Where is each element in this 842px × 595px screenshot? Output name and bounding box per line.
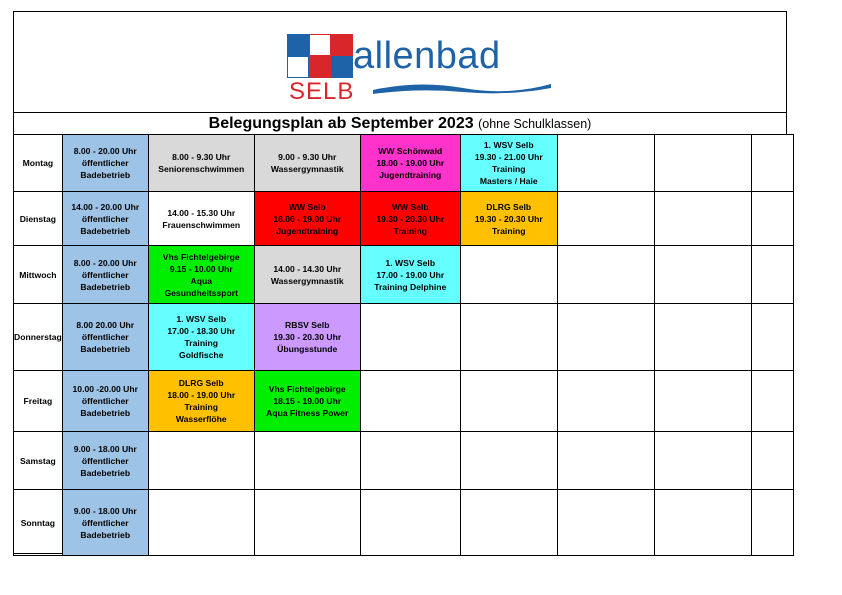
cell-line: 19.30 - 20.30 Uhr (376, 213, 445, 224)
schedule-cell (254, 304, 360, 371)
day-label: Samstag (19, 455, 56, 466)
day-label: Mittwoch (19, 269, 57, 280)
cell-line: öffentlicher (81, 396, 129, 406)
schedule-cell (654, 246, 751, 304)
cell-line: Training Delphine (374, 281, 447, 292)
cell-line: 9.00 - 18.00 Uhr (73, 505, 137, 516)
cell-line: Training (492, 225, 526, 236)
cell-line: Badebetrieb (80, 170, 131, 180)
logo-square-white-mid (287, 56, 309, 78)
cell-line: 1. WSV Selb (483, 140, 534, 150)
logo-square-white-top (309, 34, 331, 56)
cell-line: 14.00 - 20.00 Uhr (71, 201, 140, 212)
schedule-cell (360, 304, 460, 371)
cell-line: 19.30 - 21.00 Uhr (474, 152, 543, 162)
schedule-table (13, 134, 794, 556)
day-label: Montag (22, 158, 54, 168)
schedule-cell (254, 432, 360, 490)
logo-city: SELB (289, 78, 355, 105)
cell-line: DLRG Selb (178, 378, 224, 388)
schedule-cell (654, 432, 751, 490)
cell-line: Training (393, 225, 427, 236)
cell-line: 17.00 - 19.00 Uhr (376, 269, 445, 280)
schedule-cell (557, 371, 654, 432)
table-row (14, 432, 794, 490)
schedule-cell (254, 490, 360, 556)
schedule-cell (460, 304, 557, 371)
schedule-cell (460, 490, 557, 556)
schedule-cell (62, 246, 148, 304)
schedule-cell (751, 371, 793, 432)
schedule-cell (460, 246, 557, 304)
day-cell (14, 246, 63, 304)
schedule-cell (62, 371, 148, 432)
day-label: Sonntag (20, 517, 56, 528)
cell-line: Wasserflöhe (175, 414, 227, 424)
schedule-cell (557, 490, 654, 556)
schedule-cell (557, 192, 654, 246)
schedule-cell (254, 246, 360, 304)
schedule-cell (360, 371, 460, 432)
schedule-cell (148, 371, 254, 432)
schedule-cell (360, 246, 460, 304)
day-label: Donnerstag (14, 332, 62, 342)
cell-line: Badebetrieb (80, 225, 131, 236)
title-main: Belegungsplan ab September 2023 (208, 115, 474, 132)
schedule-cell (654, 192, 751, 246)
schedule-cell (62, 192, 148, 246)
cell-line: 18.00 - 19.00 Uhr (167, 390, 236, 400)
schedule-cell (62, 432, 148, 490)
schedule-cell (360, 490, 460, 556)
cell-line: öffentlicher (81, 332, 129, 342)
schedule-cell (751, 432, 793, 490)
cell-line: 9.15 - 10.00 Uhr (169, 263, 233, 274)
cell-line: Wassergymnastik (270, 164, 344, 174)
cell-line: Badebetrieb (80, 467, 131, 478)
cell-line: öffentlicher (81, 158, 129, 168)
schedule-cell (460, 135, 557, 192)
cell-line: Badebetrieb (80, 408, 131, 418)
schedule-cell (460, 371, 557, 432)
cell-line: Vhs Fichtelgebirge (268, 384, 346, 394)
schedule-cell (654, 490, 751, 556)
cell-line: 17.00 - 18.30 Uhr (167, 326, 236, 336)
schedule-cell (148, 432, 254, 490)
table-row (14, 246, 794, 304)
day-cell (14, 432, 63, 490)
cell-line: WW Schönwald (378, 146, 443, 156)
table-row (14, 371, 794, 432)
schedule-cell (148, 490, 254, 556)
schedule-cell (62, 490, 148, 556)
table-row (14, 304, 794, 371)
table-row (14, 490, 794, 556)
day-cell (14, 135, 63, 192)
title-note: (ohne Schulklassen) (478, 117, 592, 131)
schedule-cell (654, 135, 751, 192)
schedule-cell (360, 135, 460, 192)
schedule-cell (254, 135, 360, 192)
day-label: Dienstag (19, 213, 57, 224)
day-cell (14, 490, 63, 556)
schedule-cell (148, 135, 254, 192)
schedule-cell (360, 192, 460, 246)
cell-line: 8.00 20.00 Uhr (76, 320, 135, 330)
cell-line: 8.00 - 20.00 Uhr (73, 257, 137, 268)
cell-line: Training (492, 164, 526, 174)
cell-line: Jugendtraining (276, 225, 339, 236)
cell-line: öffentlicher (81, 269, 129, 280)
cell-line: 8.00 - 9.30 Uhr (172, 152, 231, 162)
schedule-cell (751, 304, 793, 371)
cell-line: 14.00 - 15.30 Uhr (167, 207, 236, 218)
cell-line: Badebetrieb (80, 344, 131, 354)
cell-line: 19.30 - 20.30 Uhr (474, 213, 543, 224)
water-wave-icon (373, 78, 551, 98)
cell-line: 9.00 - 9.30 Uhr (278, 152, 337, 162)
schedule-body (14, 135, 794, 556)
cell-line: 14.00 - 14.30 Uhr (273, 263, 342, 274)
schedule-cell (751, 192, 793, 246)
cell-line: Goldfische (179, 350, 224, 360)
schedule-cell (557, 135, 654, 192)
cell-line: Jugendtraining (379, 170, 442, 180)
logo-square-blue-mid (331, 56, 353, 78)
cell-line: öffentlicher (81, 455, 129, 466)
logo-square-red-mid (309, 56, 331, 78)
day-cell (14, 304, 63, 371)
schedule-cell (751, 246, 793, 304)
logo-square-blue-top (287, 34, 309, 56)
schedule-cell (654, 304, 751, 371)
cell-line: 18.00 - 19.00 Uhr (376, 158, 445, 168)
cell-line: Übungsstunde (277, 344, 338, 354)
cell-line: öffentlicher (81, 517, 129, 528)
cell-line: öffentlicher (81, 213, 129, 224)
table-row (14, 192, 794, 246)
schedule-cell (654, 371, 751, 432)
cell-line: DLRG Selb (486, 201, 532, 212)
hallenbad-logo (285, 32, 555, 105)
cell-line: RBSV Selb (285, 320, 330, 330)
schedule-cell (751, 135, 793, 192)
cell-line: Badebetrieb (80, 281, 131, 292)
page-title (13, 114, 787, 134)
cell-line: 9.00 - 18.00 Uhr (73, 443, 137, 454)
schedule-cell (148, 246, 254, 304)
cell-line: Masters / Haie (479, 176, 538, 186)
cell-line: 10.00 -20.00 Uhr (72, 384, 138, 394)
schedule-cell (460, 432, 557, 490)
cell-line: Training (184, 338, 218, 348)
cell-line: 8.00 - 20.00 Uhr (73, 146, 137, 156)
schedule-cell (148, 304, 254, 371)
schedule-cell (254, 192, 360, 246)
schedule-cell (62, 135, 148, 192)
cell-line: Seniorenschwimmen (158, 164, 245, 174)
divider-top (13, 112, 787, 113)
schedule-cell (751, 490, 793, 556)
cell-line: 1. WSV Selb (385, 257, 436, 268)
cell-line: 18.15 - 19.00 Uhr (273, 396, 342, 406)
logo-word: allenbad (353, 35, 501, 77)
schedule-cell (360, 432, 460, 490)
schedule-cell (460, 192, 557, 246)
cell-line: 19.30 - 20.30 Uhr (273, 332, 342, 342)
day-cell (14, 371, 63, 432)
schedule-cell (254, 371, 360, 432)
schedule-cell (557, 246, 654, 304)
cell-line: Badebetrieb (80, 529, 131, 540)
schedule-cell (148, 192, 254, 246)
schedule-cell (557, 432, 654, 490)
schedule-cell (62, 304, 148, 371)
cell-line: Vhs Fichtelgebirge (162, 251, 240, 262)
day-label: Freitag (23, 396, 53, 406)
cell-line: Aqua (190, 275, 212, 286)
cell-line: Wassergymnastik (270, 275, 344, 286)
cell-line: WW Selb (391, 201, 429, 212)
cell-line: Aqua Fitness Power (266, 408, 349, 418)
cell-line: Frauenschwimmen (162, 219, 241, 230)
day-cell (14, 192, 63, 246)
schedule-cell (557, 304, 654, 371)
cell-line: 18.00 - 19.00 Uhr (273, 213, 342, 224)
cell-line: 1. WSV Selb (176, 314, 227, 324)
table-row (14, 135, 794, 192)
cell-line: Gesundheitssport (164, 287, 239, 298)
logo-square-red-top (331, 34, 353, 56)
cell-line: Training (184, 402, 218, 412)
cell-line: WW Selb (288, 201, 326, 212)
